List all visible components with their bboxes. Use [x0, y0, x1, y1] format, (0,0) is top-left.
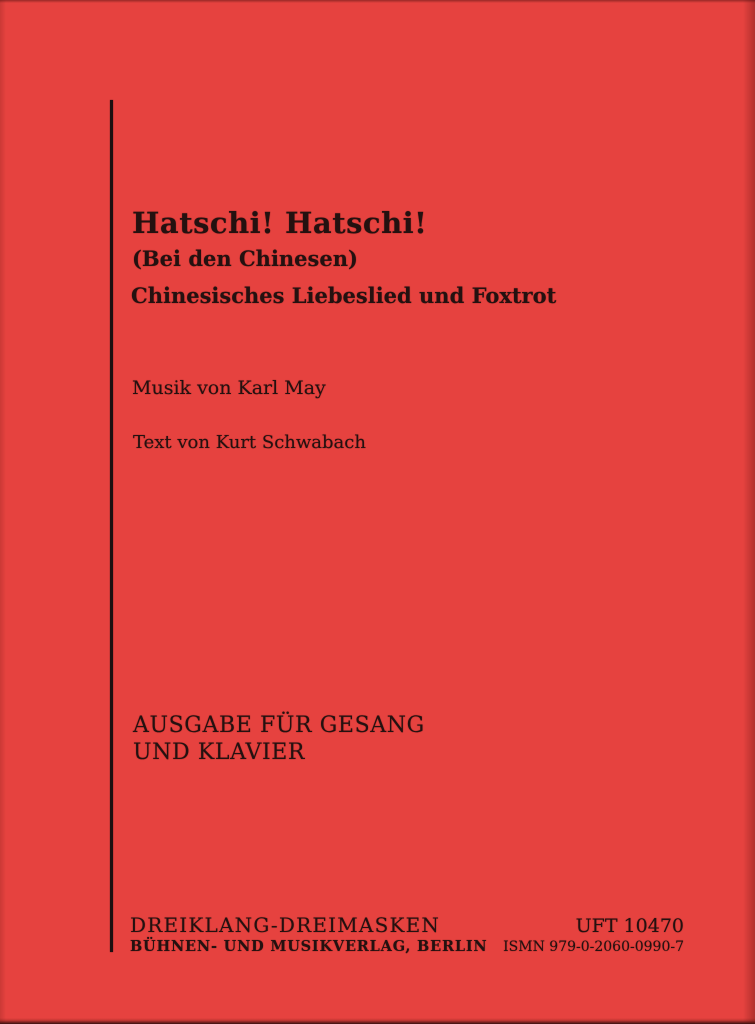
edition-line-1: AUSGABE FÜR GESANG [133, 713, 425, 738]
subtitle: (Bei den Chinesen) [132, 246, 358, 271]
edition-line-2: UND KLAVIER [133, 740, 306, 765]
title: Hatschi! Hatschi! [132, 206, 428, 240]
catalog-number: UFT 10470 [575, 915, 684, 937]
publisher-block [130, 915, 487, 955]
edition-note [133, 712, 425, 766]
vertical-rule [110, 100, 113, 952]
scan-edge-bottom [0, 1018, 755, 1024]
scan-edge-left [0, 0, 6, 1024]
scan-edge-right [743, 0, 755, 1024]
genre-line: Chinesisches Liebeslied und Foxtrot [131, 283, 557, 308]
catalog-block [503, 917, 684, 954]
publisher-name: DREIKLANG-DREIMASKEN [130, 913, 441, 937]
music-credit: Musik von Karl May [132, 377, 326, 399]
publisher-subtitle: BÜHNEN- UND MUSIKVERLAG, BERLIN [130, 938, 488, 955]
lyrics-credit: Text von Kurt Schwabach [133, 432, 366, 453]
scan-edge-top [0, 0, 755, 3]
ismn-number: ISMN 979-0-2060-0990-7 [503, 939, 684, 955]
